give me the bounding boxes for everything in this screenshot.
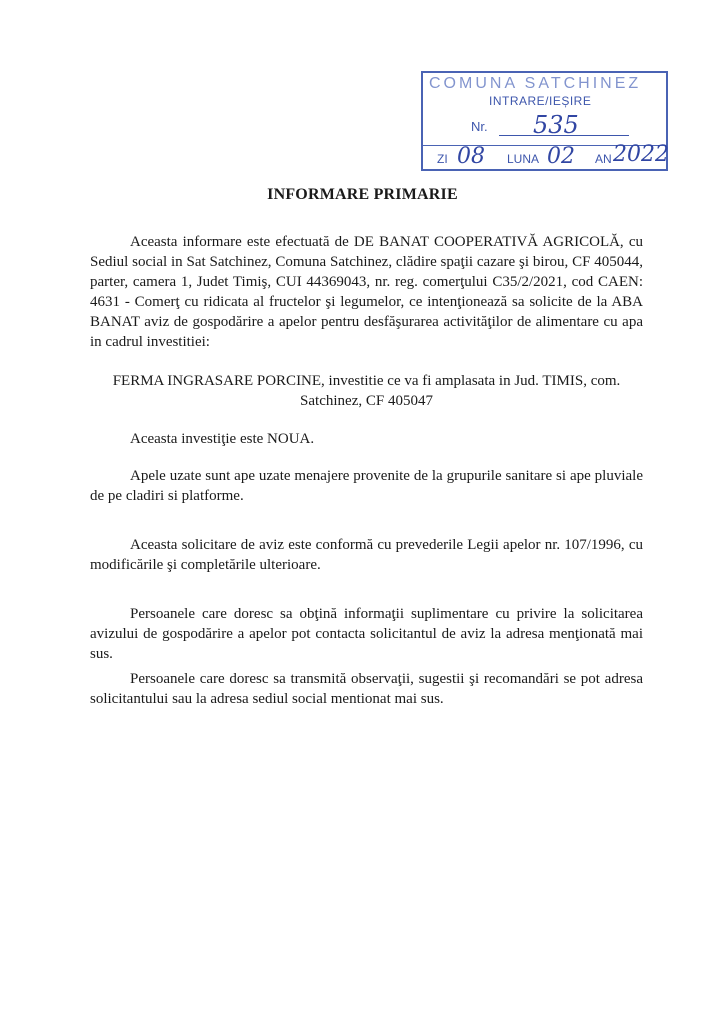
document-body xyxy=(90,232,643,709)
stamp-day-label: ZI xyxy=(437,152,448,166)
paragraph-contact: Persoanele care doresc sa obţină informaţii suplimentare cu privire la solicitarea avizului de gospodărire a apelor pot contacta solicitantul de aviz la adresa menţionată mai sus. xyxy=(90,606,643,662)
stamp-year-value: 2022 xyxy=(613,142,669,167)
stamp-date-row xyxy=(423,142,669,172)
stamp-month-label: LUNA xyxy=(507,152,540,166)
paragraph-wastewater: Apele uzate sunt ape uzate menajere provenite de la grupurile sanitare si ape pluviale de pe cladiri si platforme. xyxy=(90,468,643,504)
paragraph-law: Aceasta solicitare de aviz este conformă cu prevederile Legii apelor nr. 107/1996, cu modificările şi completările ulterioare. xyxy=(90,537,643,573)
stamp-title: COMUNA SATCHINEZ xyxy=(429,75,642,92)
stamp-nr-label: Nr. xyxy=(471,119,488,134)
paragraph-investment: FERMA INGRASARE PORCINE, investitie ce va fi amplasata in Jud. TIMIS, com. Satchinez, CF 405047 xyxy=(112,373,621,409)
stamp-day-value: 08 xyxy=(457,144,485,169)
stamp-subtitle: INTRARE/IEȘIRE xyxy=(489,94,592,108)
document-title: INFORMARE PRIMARIE xyxy=(267,186,458,203)
paragraph-intro: Aceasta informare este efectuată de DE BANAT COOPERATIVĂ AGRICOLĂ, cu Sediul social in Sat Satchinez, Comuna Satchinez, clădire spaţii cazare şi birou, CF 405044, parter, camera 1, Judet Timiş, CUI 44369043, nr. reg. comerţului C35/2/2021, cod CAEN: 4631 - Comerţ cu ridicata al fructelor şi legumelor, ce intenţionează sa solicite de la ABA BANAT aviz de gospodărire a apelor pentru desfăşurarea activităţilor de alimentare cu apa in cadrul investitiei: xyxy=(90,234,643,350)
paragraph-observations: Persoanele care doresc sa transmită observaţii, sugestii şi recomandări se pot adresa solicitantului sau la adresa sediul social mentionat mai sus. xyxy=(90,671,643,707)
stamp-nr-value: 535 xyxy=(533,111,579,139)
paragraph-new: Aceasta investiţie este NOUA. xyxy=(130,431,315,447)
registration-stamp xyxy=(421,71,668,171)
stamp-year-label: AN xyxy=(595,152,612,166)
stamp-month-value: 02 xyxy=(547,144,575,169)
